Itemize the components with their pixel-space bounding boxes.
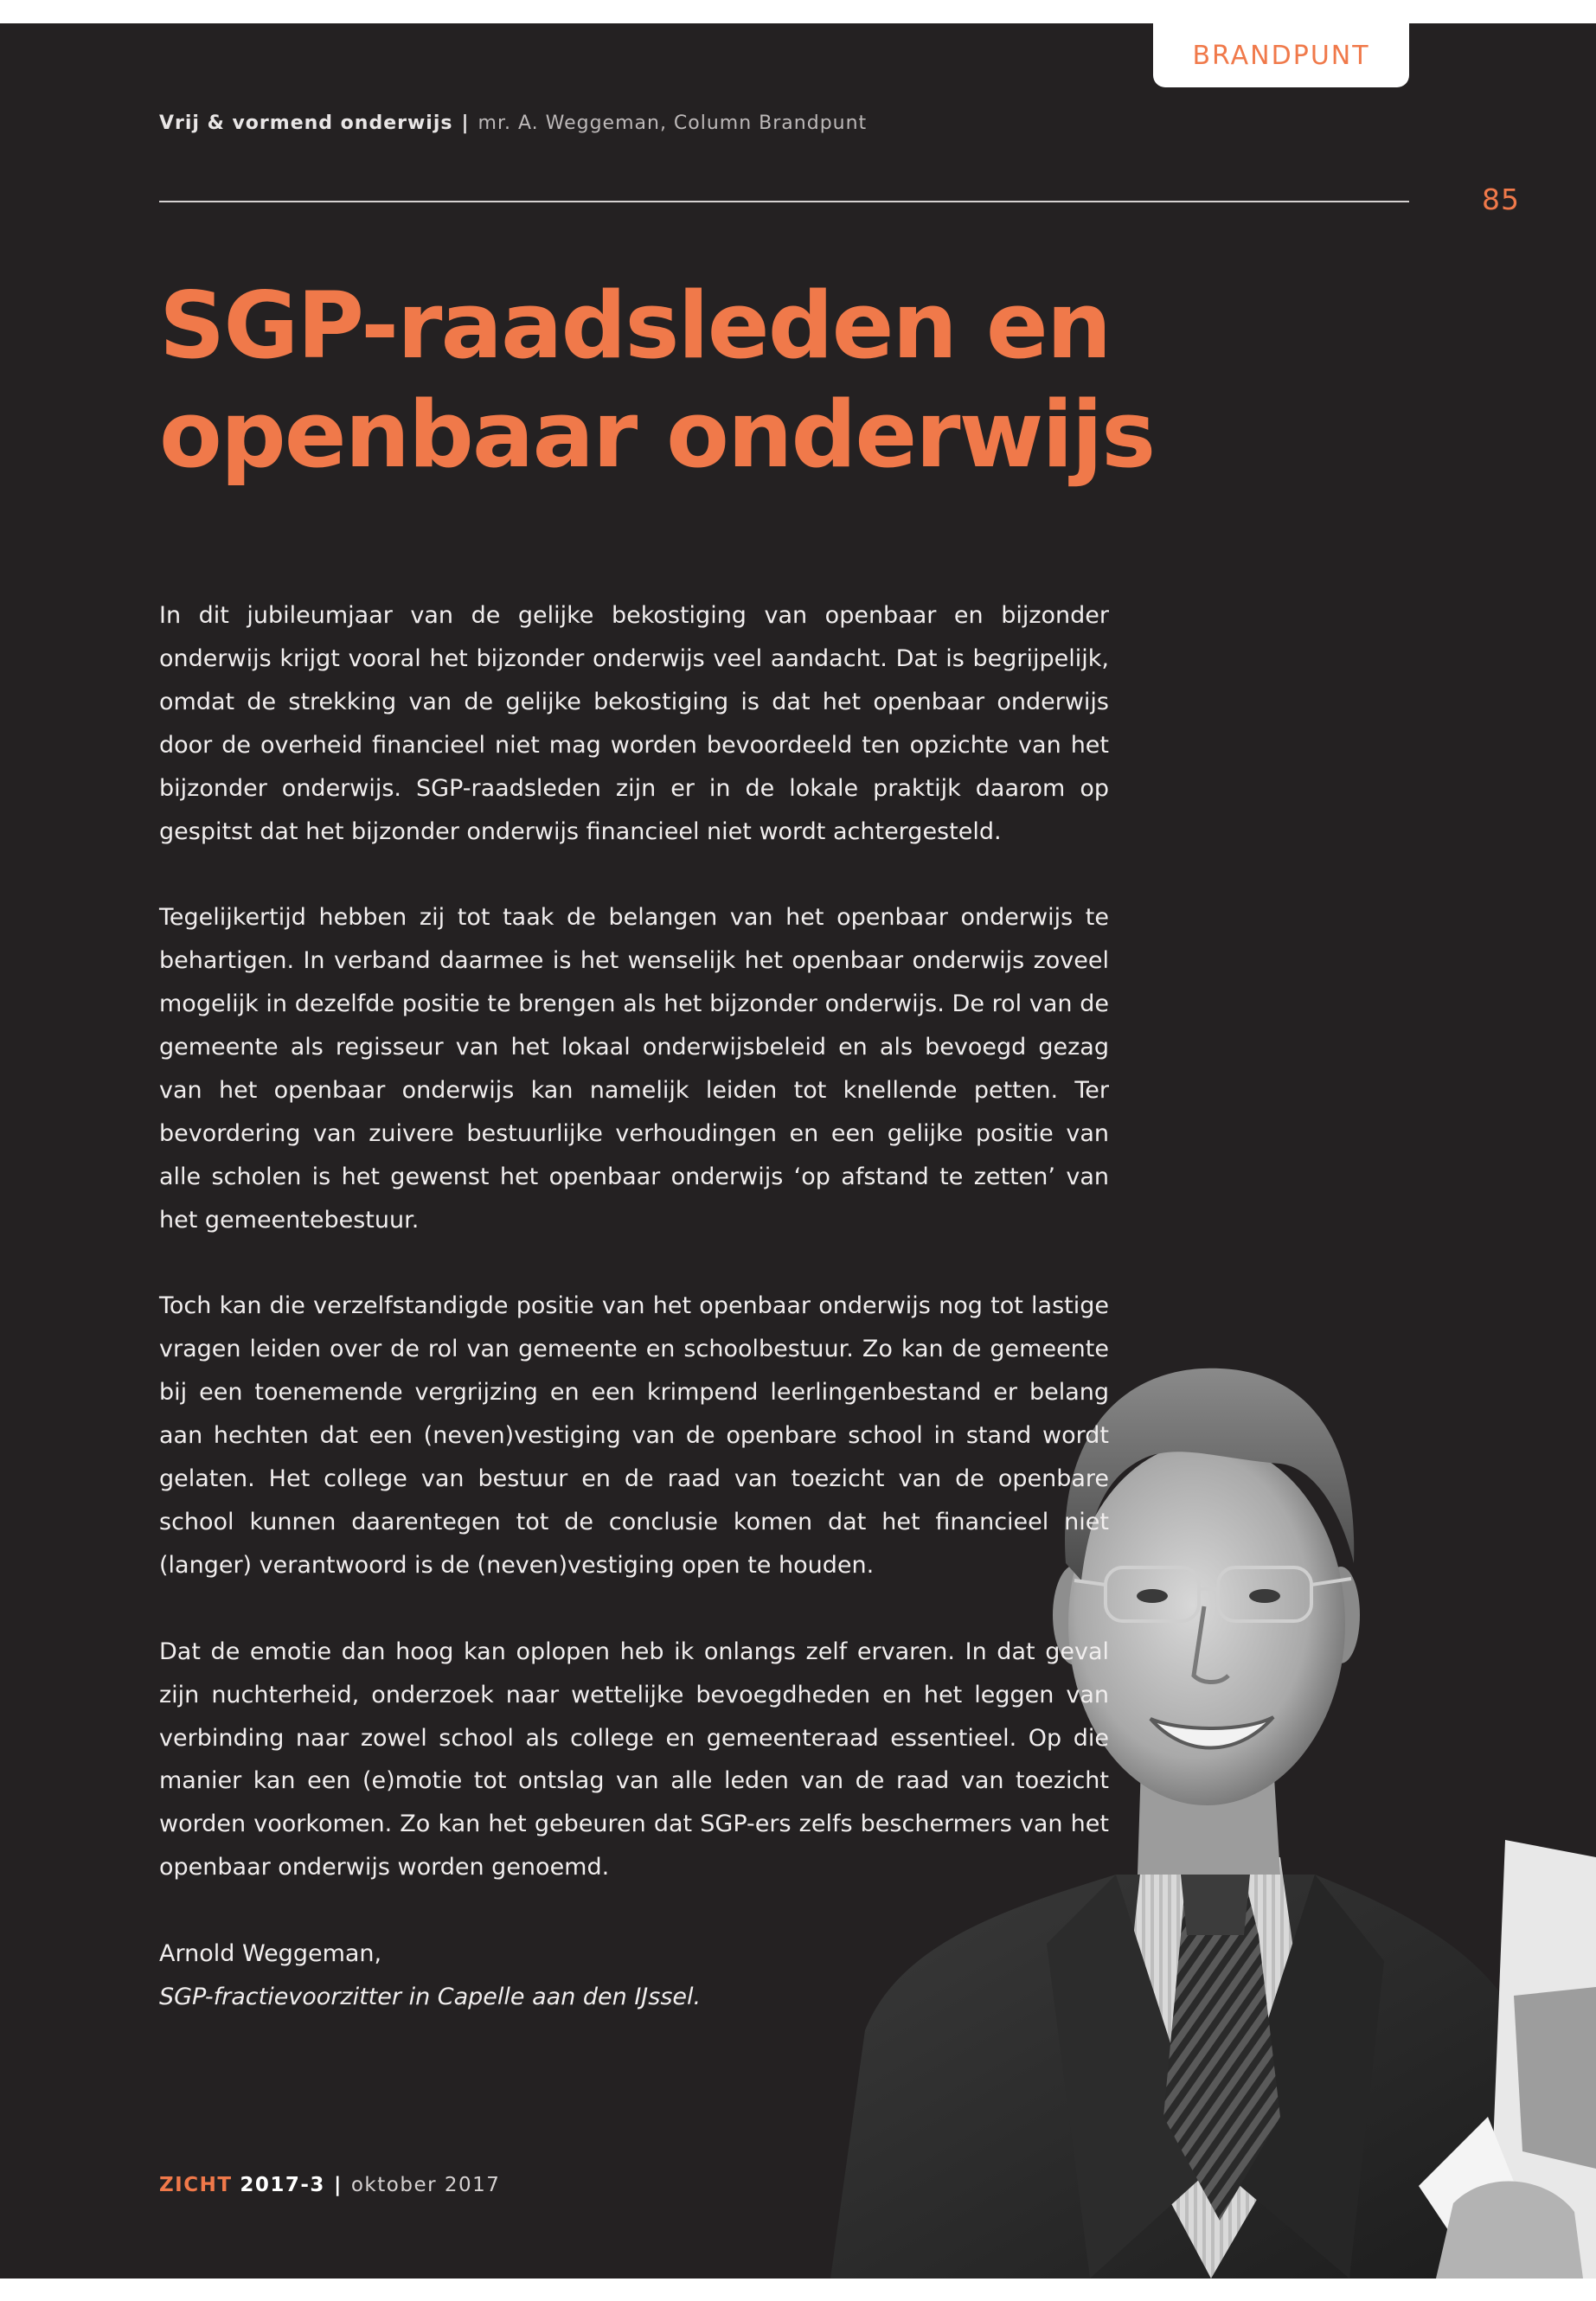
article-body: [159, 594, 1109, 2019]
signature-role: SGP-fractievoorzitter in Capelle aan den IJssel.: [159, 1983, 702, 2010]
paragraph: Tegelijkertijd hebben zij tot taak de belangen van het openbaar onderwijs te behartigen. In verband daarmee is het wenselijk het openbaar onderwijs zoveel mogelijk in dezelfde positie te brengen als het bijzonder onderwijs. De rol van de gemeente als regisseur van het lokaal onderwijsbeleid en als bevoegd gezag van het openbaar onderwijs kan namelijk leiden tot knellende petten. Ter bevordering van zuivere bestuurlijke verhoudingen en een gelijke positie van alle scholen is het gewenst het openbaar onderwijs ‘op afstand te zetten’ van het gemeentebestuur.: [159, 904, 1109, 1234]
signature-name: Arnold Weggeman,: [159, 1940, 382, 1968]
article-meta: [159, 112, 867, 134]
section-tab-label: BRANDPUNT: [1192, 40, 1370, 71]
title-line-1: SGP-raadsleden en: [159, 272, 1111, 379]
footer-issue: 2017-3: [240, 2174, 325, 2196]
footer-separator: |: [333, 2174, 343, 2196]
paragraph: Toch kan die verzelfstandigde positie van het openbaar onderwijs nog tot lastige vragen leiden over de rol van gemeente en schoolbestuur. Zo kan de gemeente bij een toenemende vergrijzing en een krimpend leerlingenbestand er belang aan hechten dat een (neven)vestiging van de openbare school in stand wordt gelaten. Het college van bestuur en de raad van toezicht van de openbare school kunnen daarentegen tot de conclusie komen dat het financieel niet (langer) verantwoord is de (neven)vestiging open te houden.: [159, 1292, 1109, 1579]
footer-brand: ZICHT: [159, 2174, 233, 2196]
paragraph: In dit jubileumjaar van de gelijke bekostiging van openbaar en bijzonder onderwijs krijgt vooral het bijzonder onderwijs veel aandacht. Dat is begrijpelijk, omdat de strekking van de gelijke bekostiging is dat het openbaar onderwijs door de overheid financieel niet mag worden bevoordeeld ten opzichte van het bijzonder onderwijs. SGP-raadsleden zijn er in de lokale praktijk daarom op gespitst dat het bijzonder onderwijs financieel niet wordt achtergesteld.: [159, 602, 1109, 845]
footer-date: oktober 2017: [350, 2174, 501, 2196]
page-footer: [159, 2174, 500, 2196]
magazine-page: [0, 23, 1596, 2279]
paragraph: Dat de emotie dan hoog kan oplopen heb ik onlangs zelf ervaren. In dat geval zijn nuchterheid, onderzoek naar wettelijke bevoegdheden en het leggen van verbinding naar zowel school als college en gemeenteraad essentieel. Op die manier kan een (e)motie tot ontslag van alle leden van de raad van toezicht worden voorkomen. Zo kan het gebeuren dat SGP-ers zelfs beschermers van het openbaar onderwijs worden genoemd.: [159, 1638, 1109, 1881]
page-number: 85: [1482, 183, 1520, 216]
signature: [159, 1932, 1109, 2019]
byline: mr. A. Weggeman, Column Brandpunt: [478, 112, 868, 134]
meta-separator: |: [461, 112, 470, 134]
category-label: Vrij & vormend onderwijs: [159, 112, 453, 134]
section-tab: [1153, 23, 1409, 87]
header-rule: [159, 201, 1409, 202]
title-line-2: openbaar onderwijs: [159, 381, 1155, 488]
article-title: [159, 272, 1197, 490]
